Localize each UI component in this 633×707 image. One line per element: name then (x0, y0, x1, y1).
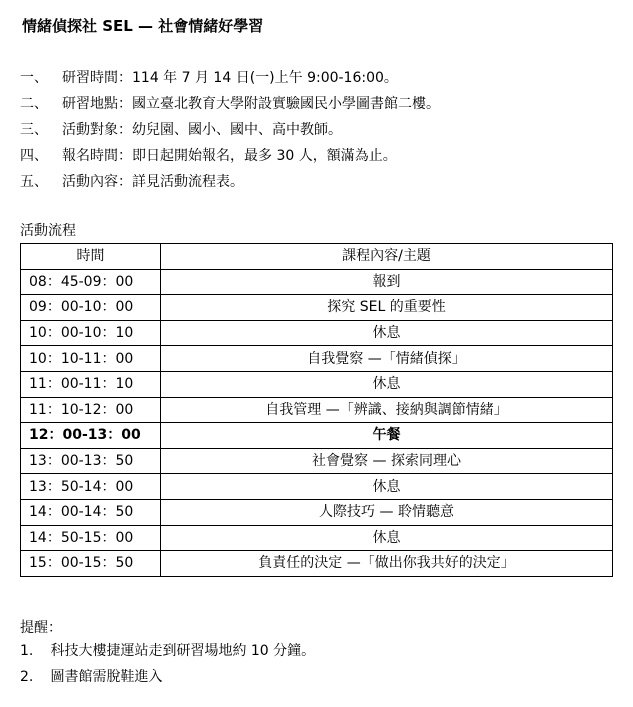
info-item-number: 五、 (20, 174, 48, 190)
table-row-lunch (21, 423, 613, 449)
content-cell: 人際技巧 — 聆情聽意 (161, 499, 613, 525)
content-cell: 休息 (161, 371, 613, 397)
info-item-text: 研習地點：國立臺北教育大學附設實驗國民小學圖書館二樓。 (62, 96, 440, 112)
time-column-header: 時間 (21, 244, 161, 270)
table-row (21, 448, 613, 474)
content-cell: 自我管理 —「辨識、接納與調節情緒」 (161, 397, 613, 423)
time-cell: 10：10-11：00 (21, 346, 161, 372)
content-cell: 自我覺察 —「情緒偵探」 (161, 346, 613, 372)
time-cell: 13：50-14：00 (21, 474, 161, 500)
info-item-text: 活動對象：幼兒園、國小、國中、高中教師。 (62, 122, 342, 138)
info-item-number: 三、 (20, 122, 48, 138)
note-item (20, 638, 315, 664)
info-item-audience (20, 117, 440, 143)
time-cell: 11：00-11：10 (21, 371, 161, 397)
table-row (21, 525, 613, 551)
info-item-number: 二、 (20, 96, 48, 112)
note-item-number: 2. (20, 669, 34, 685)
time-cell: 11：10-12：00 (21, 397, 161, 423)
table-row (21, 269, 613, 295)
note-item-text: 圖書館需脫鞋進入 (50, 669, 163, 685)
content-cell: 探究 SEL 的重要性 (161, 295, 613, 321)
note-item-text: 科技大樓捷運站走到研習場地約 10 分鐘。 (50, 643, 316, 659)
info-item-text: 報名時間：即日起開始報名，最多 30 人，額滿為止。 (62, 148, 397, 164)
time-cell: 09：00-10：00 (21, 295, 161, 321)
content-column-header: 課程內容/主題 (161, 244, 613, 270)
info-item-number: 一、 (20, 70, 48, 86)
schedule-table (20, 243, 613, 577)
schedule-section-title: 活動流程 (20, 223, 76, 239)
time-cell: 12：00-13：00 (21, 423, 161, 449)
info-item-time (20, 65, 440, 91)
content-cell: 負責任的決定 —「做出你我共好的決定」 (161, 551, 613, 577)
content-cell: 休息 (161, 525, 613, 551)
content-cell: 午餐 (161, 423, 613, 449)
table-row (21, 474, 613, 500)
info-item-number: 四、 (20, 148, 48, 164)
info-item-content (20, 169, 440, 195)
time-cell: 14：00-14：50 (21, 499, 161, 525)
time-cell: 15：00-15：50 (21, 551, 161, 577)
table-row (21, 397, 613, 423)
time-cell: 10：00-10：10 (21, 320, 161, 346)
notes-title: 提醒： (20, 620, 62, 636)
content-cell: 社會覺察 — 探索同理心 (161, 448, 613, 474)
table-header-row (21, 244, 613, 270)
info-item-location (20, 91, 440, 117)
table-row (21, 551, 613, 577)
note-item (20, 664, 315, 690)
info-item-text: 研習時間：114 年 7 月 14 日(一)上午 9:00-16:00。 (62, 70, 398, 86)
info-list (20, 65, 440, 195)
time-cell: 08：45-09：00 (21, 269, 161, 295)
content-cell: 休息 (161, 320, 613, 346)
table-row (21, 295, 613, 321)
info-item-text: 活動內容：詳見活動流程表。 (62, 174, 244, 190)
table-row (21, 499, 613, 525)
table-row (21, 371, 613, 397)
info-item-registration (20, 143, 440, 169)
time-cell: 13：00-13：50 (21, 448, 161, 474)
content-cell: 休息 (161, 474, 613, 500)
note-item-number: 1. (20, 643, 34, 659)
content-cell: 報到 (161, 269, 613, 295)
notes-list (20, 638, 315, 690)
time-cell: 14：50-15：00 (21, 525, 161, 551)
table-row (21, 320, 613, 346)
document-title: 情緒偵探社 SEL — 社會情緒好學習 (22, 17, 264, 35)
table-row (21, 346, 613, 372)
